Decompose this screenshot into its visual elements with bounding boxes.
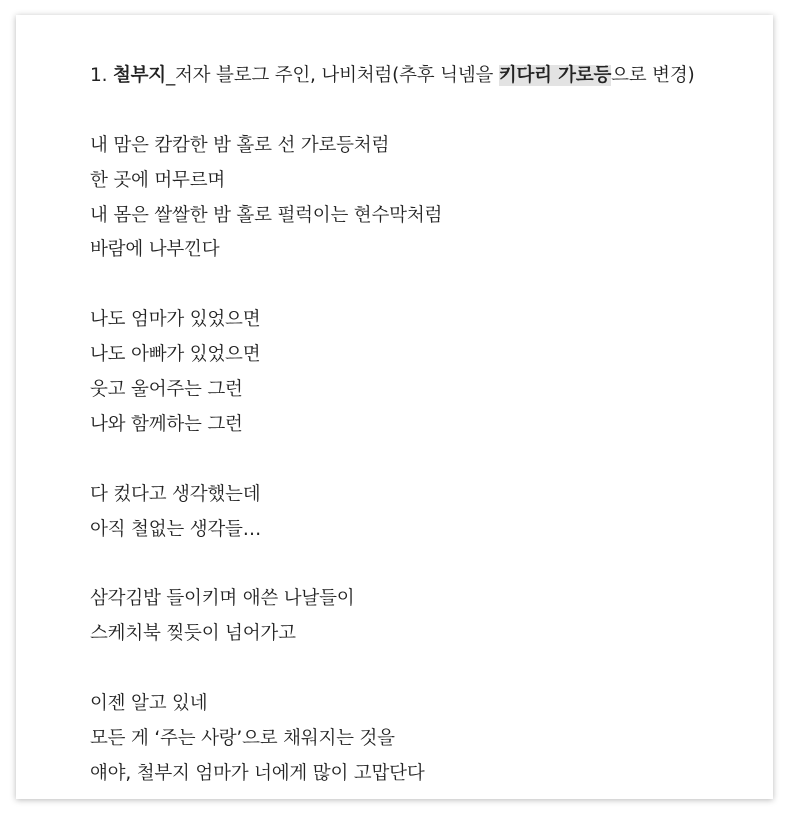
poem-line: 다 컸다고 생각했는데 (90, 483, 261, 505)
post-card (16, 15, 773, 799)
poem-body (90, 59, 750, 792)
poem-line: 웃고 울어주는 그런 (90, 379, 243, 401)
poem-heading (90, 59, 750, 94)
poem-line: 바람에 나부낀다 (90, 239, 220, 261)
poem-line: 삼각김밥 들이키며 애쓴 나날들이 (90, 588, 355, 610)
stanza-gap (90, 268, 750, 303)
nickname-highlight: 키다리 가로등 (498, 65, 612, 86)
poem-line: 내 몸은 쌀쌀한 밤 홀로 펄럭이는 현수막처럼 (90, 204, 443, 226)
poem-line: 내 맘은 캄캄한 밤 홀로 선 가로등처럼 (90, 134, 390, 156)
poem-line: 얘야, 철부지 엄마가 너에게 많이 고맙단다 (90, 762, 425, 784)
stanza-gap (90, 652, 750, 687)
poem-line: 아직 철없는 생각들… (90, 518, 262, 540)
poem-line: 스케치북 찢듯이 넘어가고 (90, 623, 296, 645)
poem-line: 모든 게 ‘주는 사랑’으로 채워지는 것을 (90, 727, 395, 749)
poem-line: 이젠 알고 있네 (90, 693, 208, 715)
poem-line: 나도 엄마가 있었으면 (90, 309, 261, 331)
heading-number: 1. (90, 65, 113, 86)
poem-line: 한 곳에 머무르며 (90, 169, 226, 191)
stanza-gap (90, 547, 750, 582)
poem-line: 나도 아빠가 있었으면 (90, 344, 261, 366)
poem-title: 철부지 (112, 65, 166, 86)
stanza-gap (90, 443, 750, 478)
stanza-gap (90, 94, 750, 129)
heading-subtitle: _저자 블로그 주인, 나비처럼(추후 닉넴을 (165, 65, 499, 86)
poem-line: 나와 함께하는 그런 (90, 413, 243, 435)
heading-suffix: 으로 변경) (611, 65, 695, 86)
